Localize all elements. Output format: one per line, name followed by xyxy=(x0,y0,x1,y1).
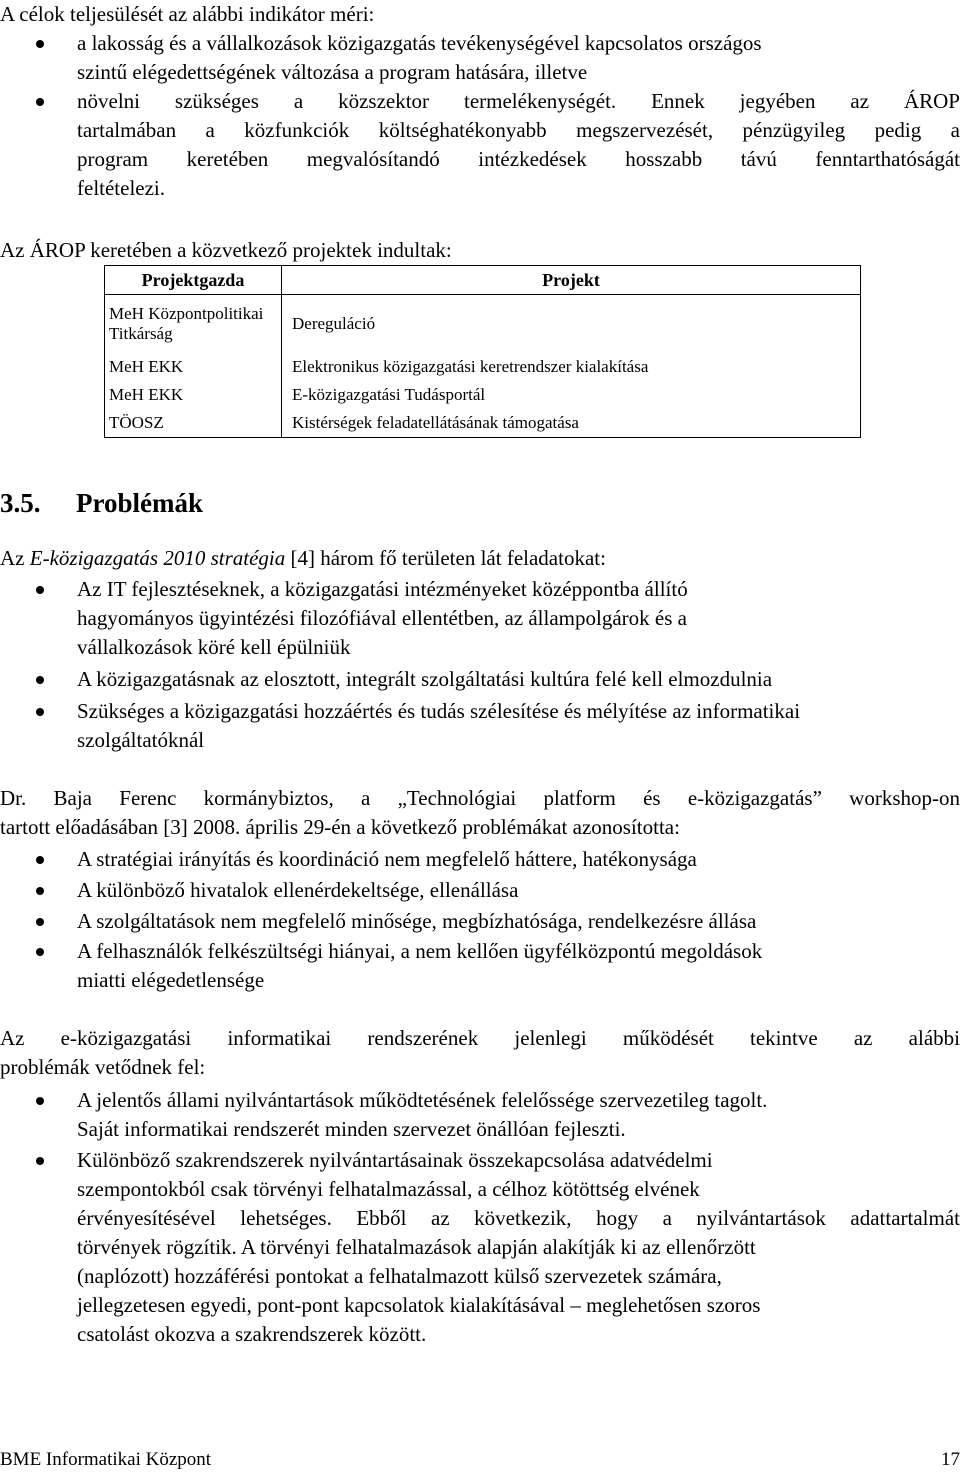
bullet-icon xyxy=(36,1097,44,1105)
system-lead: Az e-közigazgatási informatikai rendszerének jelenlegi működését tekintve az alábbi problémák vetődnek fel: xyxy=(0,1026,960,1079)
table-header-owner: Projektgazda xyxy=(105,266,282,295)
table-row xyxy=(105,381,861,409)
section-title: Problémák xyxy=(76,488,203,518)
footer-org: BME Informatikai Központ xyxy=(0,1449,212,1470)
bullet-icon xyxy=(36,1157,44,1165)
list-item: növelni szükséges a közszektor termelékenységét. Ennek jegyében az ÁROP tartalmában a közfunkciók költséghatékonyabb megszervezését, pénzügyileg pedig a program keretében megvalósítandó intézkedések hosszabb távú fenntarthatóságát feltételezi. xyxy=(77,89,960,200)
owner-cell: MeH EKK xyxy=(105,381,282,409)
owner-cell: MeH EKK xyxy=(105,353,282,381)
section-number: 3.5. xyxy=(0,488,41,518)
bullet-icon xyxy=(36,98,44,106)
projects-lead: Az ÁROP keretében a közvetkező projektek indultak: xyxy=(0,238,452,262)
list-item: A közigazgatásnak az elosztott, integrált szolgáltatási kultúra felé kell elmozdulnia xyxy=(77,667,773,691)
table-row xyxy=(105,295,861,354)
project-cell: Dereguláció xyxy=(292,314,376,333)
bullet-icon xyxy=(36,40,44,48)
bullet-icon xyxy=(36,708,44,716)
project-cell: Elektronikus közigazgatási keretrendszer kialakítása xyxy=(292,357,649,376)
project-cell: Kistérségek feladatellátásának támogatása xyxy=(292,413,579,432)
table-header-project: Projekt xyxy=(282,266,861,295)
section-heading xyxy=(0,486,203,520)
list-item: a lakosság és a vállalkozások közigazgatás tevékenységével kapcsolatos országos szintű elégedettségének változása a program hatására, illetve xyxy=(77,31,762,84)
bullet-icon xyxy=(36,586,44,594)
list-item: Szükséges a közigazgatási hozzáértés és tudás szélesítése és mélyítése az informatikai szolgáltatóknál xyxy=(77,699,801,752)
owner-cell: TÖOSZ xyxy=(105,409,282,438)
project-cell: E-közigazgatási Tudásportál xyxy=(292,385,486,404)
list-item: A stratégiai irányítás és koordináció nem megfelelő háttere, hatékonysága xyxy=(77,847,697,871)
list-item: A szolgáltatások nem megfelelő minősége, megbízhatósága, rendelkezésre állása xyxy=(77,909,757,933)
bullet-icon xyxy=(36,948,44,956)
bullet-icon xyxy=(36,856,44,864)
list-item: Az IT fejlesztéseknek, a közigazgatási intézményeket középpontba állító hagyományos ügyintézési filozófiával ellentétben, az állampolgárok és a vállalkozások köré kell épülniük xyxy=(77,577,688,659)
projects-table xyxy=(104,265,861,438)
baja-lead: Dr. Baja Ferenc kormánybiztos, a „Technológiai platform és e-közigazgatás” workshop-on tartott előadásában [3] 2008. április 29-én a következő problémákat azonosította: xyxy=(0,786,960,839)
bullet-icon xyxy=(36,887,44,895)
bullet-icon xyxy=(36,676,44,684)
list-item: A felhasználók felkészültségi hiányai, a nem kellően ügyfélközpontú megoldások miatti elégedetlensége xyxy=(77,939,763,992)
page-number: 17 xyxy=(941,1449,960,1470)
table-row xyxy=(105,353,861,381)
list-item: A különböző hivatalok ellenérdekeltsége, ellenállása xyxy=(77,878,519,902)
bullet-icon xyxy=(36,918,44,926)
table-row xyxy=(105,409,861,438)
list-item: Különböző szakrendszerek nyilvántartásainak összekapcsolása adatvédelmi szempontokból csak törvényi felhatalmazással, a célhoz kötöttség elvének érvényesítésével lehetséges. Ebből az következik, hogy a nyilvántartások adattartalmát törvények rögzítik. A törvényi felhatalmazások alapján alakítják ki az ellenőrzött (naplózott) hozzáférési pontokat a felhatalmazott külső szervezetek számára, jellegzetesen egyedi, pont-pont kapcsolatok kialakításával – meglehetősen szoros csatolást okozva a szakrendszerek között. xyxy=(77,1148,960,1346)
list-item: A jelentős állami nyilvántartások működtetésének felelőssége szervezetileg tagolt. Saját informatikai rendszerét minden szervezet önállóan fejleszti. xyxy=(77,1088,768,1141)
strategy-lead: Az E-közigazgatás 2010 stratégia [4] három fő területen lát feladatokat: xyxy=(0,546,606,570)
indicator-lead: A célok teljesülését az alábbi indikátor méri: xyxy=(0,2,375,26)
owner-cell: MeH Központpolitikai Titkárság xyxy=(105,295,282,354)
